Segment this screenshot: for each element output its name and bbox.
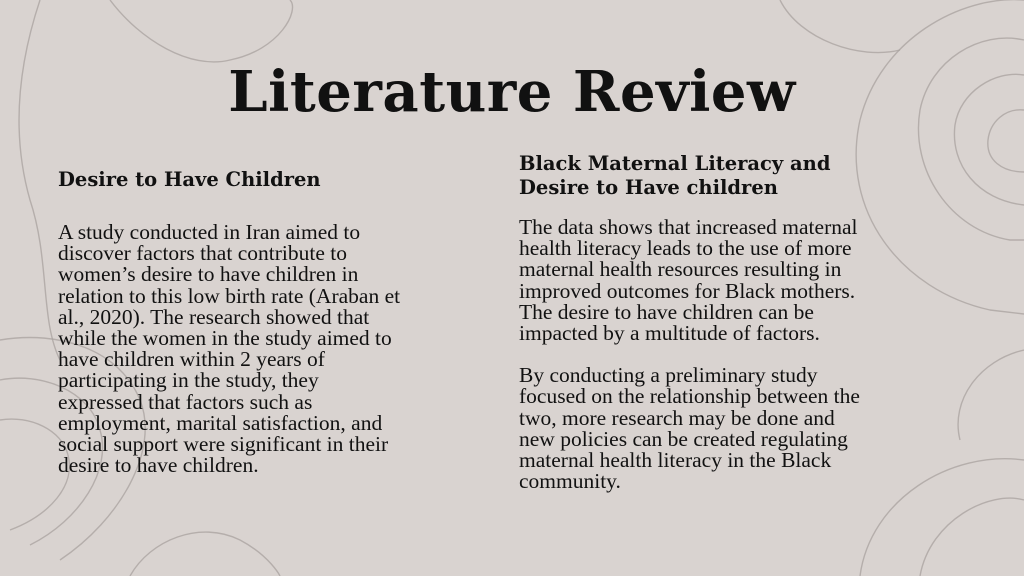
slide-title: Literature Review <box>228 59 796 125</box>
left-column-heading: Desire to Have Children <box>58 168 321 191</box>
right-column-paragraph-2: By conducting a preliminary study focused on the relationship between the two, more research may be done and new policies can be created regulating maternal health literacy in the Black community. <box>519 363 860 494</box>
right-column <box>519 152 969 492</box>
left-column <box>58 162 498 476</box>
right-column-heading: Black Maternal Literacy and Desire to Have children <box>519 152 831 199</box>
right-column-paragraph-1: The data shows that increased maternal health literacy leads to the use of more maternal health resources resulting in improved outcomes for Black mothers. The desire to have children can be impacted by a multitude of factors. <box>519 215 858 346</box>
left-column-paragraph: A study conducted in Iran aimed to discover factors that contribute to women’s desire to have children in relation to this low birth rate (Araban et al., 2020). The research showed that while the women in the study aimed to have children within 2 years of participating in the study, they expressed that factors such as employment, marital satisfaction, and social support were significant in their desire to have children. <box>58 220 401 478</box>
